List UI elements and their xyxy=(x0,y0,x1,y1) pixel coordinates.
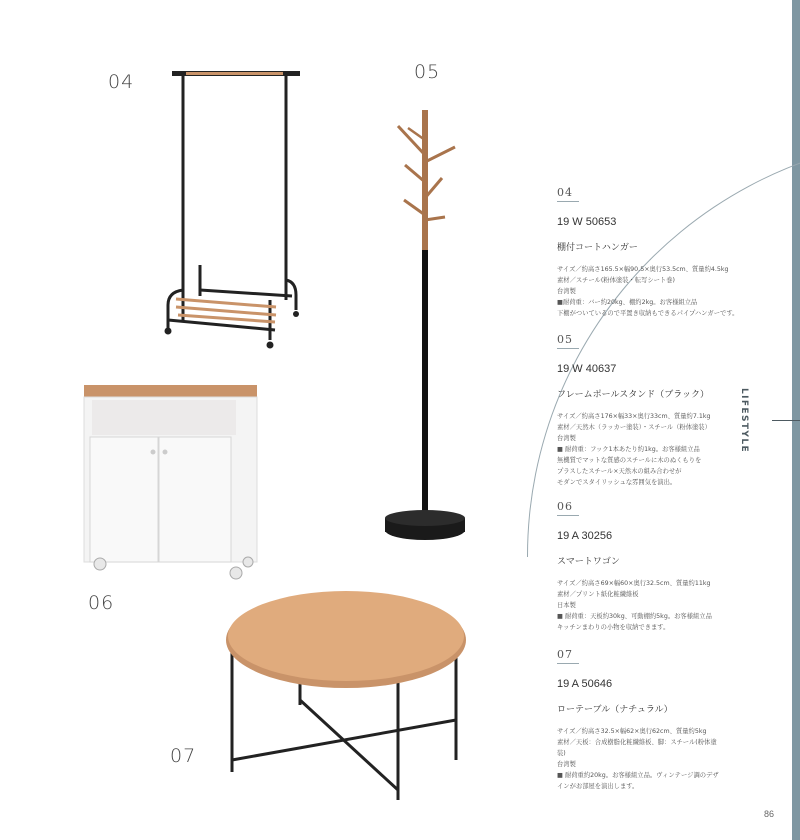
spec-line: サイズ／約高さ176×幅33×奥行33cm、質量約7.1kg xyxy=(557,413,711,420)
spec-line: 無機質でマットな質感のスチールに木のぬくもりを xyxy=(557,457,702,464)
pole-stand-image xyxy=(385,110,465,540)
figure-number-05: 05 xyxy=(414,61,441,83)
product-number: 07 xyxy=(557,648,579,664)
product-entry-05 xyxy=(557,333,757,488)
product-specs xyxy=(557,411,757,488)
product-name: スマートワゴン xyxy=(557,557,620,567)
product-entry-04 xyxy=(557,186,757,319)
product-specs xyxy=(557,726,757,792)
product-specs xyxy=(557,578,757,633)
spec-line: ■ 耐荷重約20kg。お客様組立品。ヴィンテージ調のデザ xyxy=(557,772,719,779)
spec-line: ■ 耐荷重：フック1本あたり約1kg。お客様組立品 xyxy=(557,446,700,453)
figure-number-06: 06 xyxy=(88,592,115,614)
figure-number-04: 04 xyxy=(108,71,135,93)
spec-line: サイズ／約高さ32.5×幅62×奥行62cm、質量約5kg xyxy=(557,728,707,735)
spec-line: モダンでスタイリッシュな雰囲気を演出。 xyxy=(557,479,677,486)
spec-line: 素材／天板：合成樹脂化粧繊維板、脚：スチール(粉体塗 xyxy=(557,739,717,746)
product-entry-06 xyxy=(557,500,757,633)
section-label: LIFESTYLE xyxy=(739,388,749,454)
product-code: 19 W 40637 xyxy=(557,363,617,375)
product-entry-07 xyxy=(557,648,757,792)
spec-line: 台湾製 xyxy=(557,435,576,442)
coat-hanger-image xyxy=(165,71,301,349)
spec-line: 台湾製 xyxy=(557,288,576,295)
spec-line: インがお部屋を演出します。 xyxy=(557,783,639,790)
spec-line: サイズ／約高さ165.5×幅90.5×奥行53.5cm、質量約4.5kg xyxy=(557,266,729,273)
product-code: 19 A 30256 xyxy=(557,530,613,542)
product-name: ローテーブル（ナチュラル） xyxy=(557,705,673,715)
low-table-image xyxy=(226,591,466,800)
spec-line: 素材／スチール(粉体塗装・転写シート巻) xyxy=(557,277,676,284)
spec-line: 下棚がついているので平置き収納もできるパイプハンガーです。 xyxy=(557,310,739,317)
spec-line: ■耐荷重：バー約20kg、棚約2kg。お客様組立品 xyxy=(557,299,698,306)
spec-line: 素材／プリント紙化粧繊維板 xyxy=(557,591,639,598)
spec-line: ■ 耐荷重：天板約30kg、可動棚約5kg。お客様組立品 xyxy=(557,613,712,620)
spec-line: 装) xyxy=(557,750,566,757)
product-specs xyxy=(557,264,757,319)
page-number: 86 xyxy=(764,809,775,819)
spec-line: サイズ／約高さ69×幅60×奥行32.5cm、質量約11kg xyxy=(557,580,711,587)
spec-line: プラスしたスチール×天然木の組み合わせが xyxy=(557,468,682,475)
product-number: 05 xyxy=(557,333,579,349)
product-number: 06 xyxy=(557,500,579,516)
product-number: 04 xyxy=(557,186,579,202)
product-code: 19 W 50653 xyxy=(557,216,617,228)
product-code: 19 A 50646 xyxy=(557,678,613,690)
spec-line: 素材／天然木（ラッカー塗装）・スチール（粉体塗装） xyxy=(557,424,711,431)
product-name: フレームポールスタンド（ブラック） xyxy=(557,390,710,400)
spec-line: キッチンまわりの小物を収納できます。 xyxy=(557,624,670,631)
product-name: 棚付コートハンガー xyxy=(557,243,638,253)
spec-line: 台湾製 xyxy=(557,761,576,768)
cabinet-image xyxy=(84,385,257,579)
spec-line: 日本製 xyxy=(557,602,576,609)
figure-number-07: 07 xyxy=(170,745,197,767)
